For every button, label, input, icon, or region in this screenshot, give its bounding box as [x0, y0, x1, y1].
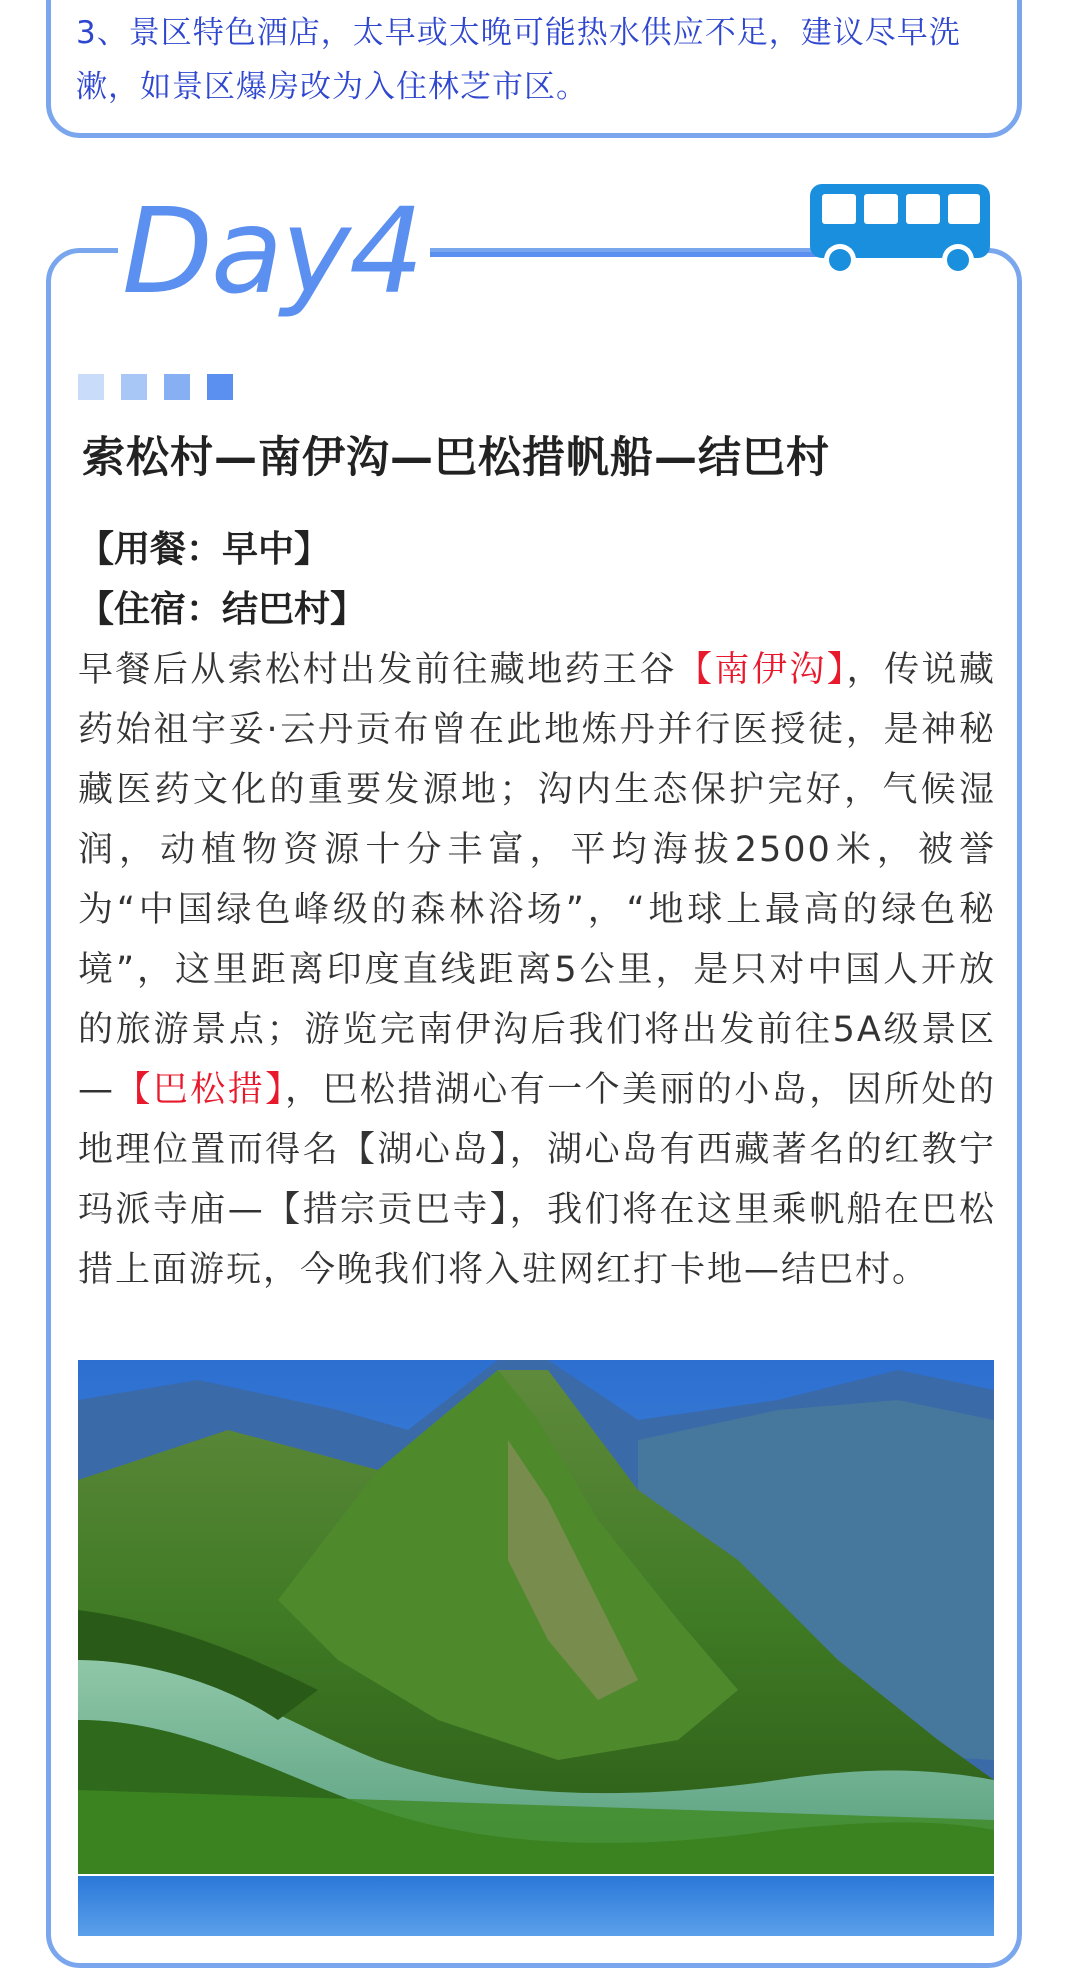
- meals-info: 【用餐：早中】: [78, 529, 331, 570]
- bus-icon: [808, 182, 992, 278]
- day-description: [78, 640, 996, 1300]
- route-title: 索松村—南伊沟—巴松措帆船—结巴村: [82, 433, 830, 483]
- square-1: [78, 374, 104, 400]
- decorative-squares: [78, 374, 250, 402]
- second-photo-top: [78, 1876, 994, 1936]
- note-text: 3、景区特色酒店，太早或太晚可能热水供应不足，建议尽早洗漱，如景区爆房改为入住林芝市区。: [76, 15, 961, 105]
- day-title: Day4: [118, 186, 430, 316]
- description-part-3: ，巴松措湖心有一个美丽的小岛，因所处的地理位置而得名【湖心岛】，湖心岛有西藏著名的红教宁玛派寺庙—【措宗贡巴寺】，我们将在这里乘帆船在巴松措上面游玩，今晚我们将入驻网红打卡地—结巴村。: [78, 1070, 996, 1290]
- lodging-info: 【住宿：结巴村】: [78, 589, 367, 630]
- highlight-nanyigou: 【南伊沟】: [676, 650, 847, 690]
- day-title-line: [380, 252, 820, 257]
- square-3: [164, 374, 190, 400]
- highlight-basongcuo: 【巴松措】: [115, 1070, 286, 1110]
- square-4: [207, 374, 233, 400]
- mountain-river-photo: [78, 1360, 994, 1874]
- description-part-1: 早餐后从索松村出发前往藏地药王谷: [78, 650, 677, 690]
- description-part-2: ，传说藏药始祖宇妥·云丹贡布曾在此地炼丹并行医授徒，是神秘藏医药文化的重要发源地；沟内生态保护完好，气候湿润，动植物资源十分丰富，平均海拔2500米，被誉为“中国绿色峰级的森林浴场”，“地球上最高的绿色秘境”，这里距离印度直线距离5公里，是只对中国人开放的旅游景点；游览完南伊沟后我们将出发前往5A级景区—: [78, 650, 996, 1110]
- square-2: [121, 374, 147, 400]
